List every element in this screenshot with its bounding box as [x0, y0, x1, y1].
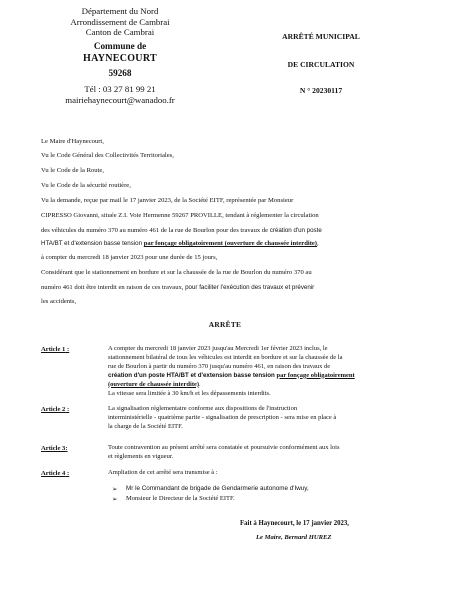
recipient-eitf: Monsieur le Directeur de la Société EITF. [126, 495, 235, 502]
arrete-number: N ° 20230117 [299, 86, 343, 95]
article-2-line-1: La signalisation réglementaire conforme aux dispositions de l'instruction [108, 405, 298, 412]
article-4-intro: Ampliation de cet arrêté sera transmise à : [108, 469, 218, 476]
phone-number: Tél : 03 27 81 99 21 [84, 84, 156, 94]
considerant-faciliter: pour faciliter l'exécution des travaux et prévenir [185, 284, 315, 291]
considerant-line-1: Considérant que le stationnement en bordure et sur la chaussée de la rue de Bourlon du numéro 370 au [41, 269, 312, 276]
article-3-line-2: et règlements en vigueur. [108, 452, 174, 460]
municipality-header [40, 6, 200, 105]
demande-comma: , [317, 240, 319, 247]
demande-line-5: à compter du mercredi 18 janvier 2023 pour une durée de 15 jours, [41, 254, 218, 261]
article-4-label-text: Article 4 [41, 470, 66, 477]
article-2-label [41, 406, 69, 413]
maire-line: Le Maire d'Haynecourt, [41, 138, 104, 145]
bullet-arrow-icon: ➢ [112, 486, 118, 493]
recipient-gendarmerie [126, 485, 309, 492]
article-1-line-3: rue de Bourlon à partir du numéro 370 jusqu'au numéro 461, en raison des travaux de [108, 362, 331, 370]
article-4-label [41, 470, 69, 477]
arrondissement-line: Arrondissement de Cambrai [70, 16, 170, 27]
article-3-colon: : [65, 445, 68, 452]
demande-line-3-text: des véhicules du numéro 370 au numéro 461 de la rue de Bourlon pour des travaux de [41, 227, 270, 234]
article-1-line-4 [108, 372, 412, 381]
demande-creation-poste: création d'un poste [269, 227, 322, 234]
article-1-foncage: par fonçage obligatoirement [276, 371, 355, 379]
demande-line-2: CIPRESSO Giovanni, située Z.I. Voie Hermenne 59267 PROVILLE, tendant à réglementer la circulation [41, 212, 319, 219]
demande-line-1: Vu la demande, reçue par mail le 17 janvier 2023, de la Société EITF, représentée par Monsieur [41, 197, 294, 204]
demande-line-4 [41, 239, 410, 249]
article-4-colon: : [65, 470, 70, 477]
considerant-line-3: les accidents, [41, 298, 77, 305]
article-3-label-text: Article 3 [41, 445, 66, 452]
demande-line-3 [41, 226, 410, 236]
bullet-arrow-icon: ➢ [112, 496, 118, 503]
article-1-ouverture: (ouverture de chaussée interdite) [108, 380, 200, 388]
demande-hta-bt: HTA/BT et d'extension basse tension [41, 240, 144, 247]
recipient-gendarmerie-text: Mr le Commandant de brigade de Gendarmerie autonome d'Iwuy, [126, 485, 309, 492]
article-1-line-2: stationnement bilatéral de tous les véhicules est interdit en bordure et sur la chaussée de la [108, 353, 343, 361]
article-1-line-1: A compter du mercredi 18 janvier 2023 jusqu'au Mercredi 1er février 2023 inclus, le [108, 345, 328, 352]
article-1-label-text: Article 1 [41, 346, 66, 353]
commune-label: Commune de [93, 40, 147, 51]
arrete-heading: ARRÊTE [208, 320, 242, 329]
article-2-line-2: interministérielle - quatrième partie - signalisation de prescription - sera mise en place à [108, 413, 337, 421]
article-2-body [108, 405, 412, 432]
article-1-period: . [199, 380, 201, 388]
article-1-line-6: La vitesse sera limitée à 30 km/h et les dépassements interdits. [108, 389, 271, 397]
arrete-municipal-title: ARRÊTÉ MUNICIPAL [282, 32, 360, 41]
department-line: Département du Nord [81, 6, 159, 16]
canton-line: Canton de Cambrai [85, 27, 155, 37]
article-2-colon: : [65, 406, 70, 413]
article-2-label-text: Article 2 [41, 406, 66, 413]
article-3-line-1: Toute contravention au présent arrêté sera constatée et poursuivie conformément aux lois [108, 444, 340, 451]
article-1-label [41, 346, 69, 353]
article-2-line-3: la charge de la Société EITF. [108, 422, 183, 430]
considerant-line-2 [41, 283, 410, 293]
article-1-creation-poste: création d'un poste HTA/BT et d'extension basse tension [108, 371, 277, 379]
email-address: mairiehaynecourt@wanadoo.fr [65, 94, 175, 105]
article-3-body [108, 444, 412, 462]
signature-name: Le Maire, Bernard HUREZ [256, 534, 332, 541]
de-circulation-title: DE CIRCULATION [287, 60, 355, 69]
vu-code-route: Vu le Code de la Route, [41, 167, 104, 174]
vu-code-securite: Vu le Code de la sécurité routière, [41, 182, 131, 189]
article-1-line-5 [108, 381, 412, 390]
commune-name: HAYNECOURT [83, 53, 157, 64]
article-1-body [108, 345, 412, 398]
vu-cgct: Vu le Code Général des Collectivités Territoriales, [41, 152, 174, 159]
considerant-line-2-text: numéro 461 doit être interdit en raison de ces travaux, [41, 284, 186, 291]
postcode: 59268 [108, 67, 132, 78]
article-3-label [41, 445, 68, 452]
demande-foncage: par fonçage obligatoirement (ouverture de chaussée interdite) [143, 240, 318, 247]
signature-place-date: Fait à Haynecourt, le 17 janvier 2023, [240, 520, 349, 527]
article-1-colon: : [65, 346, 70, 353]
